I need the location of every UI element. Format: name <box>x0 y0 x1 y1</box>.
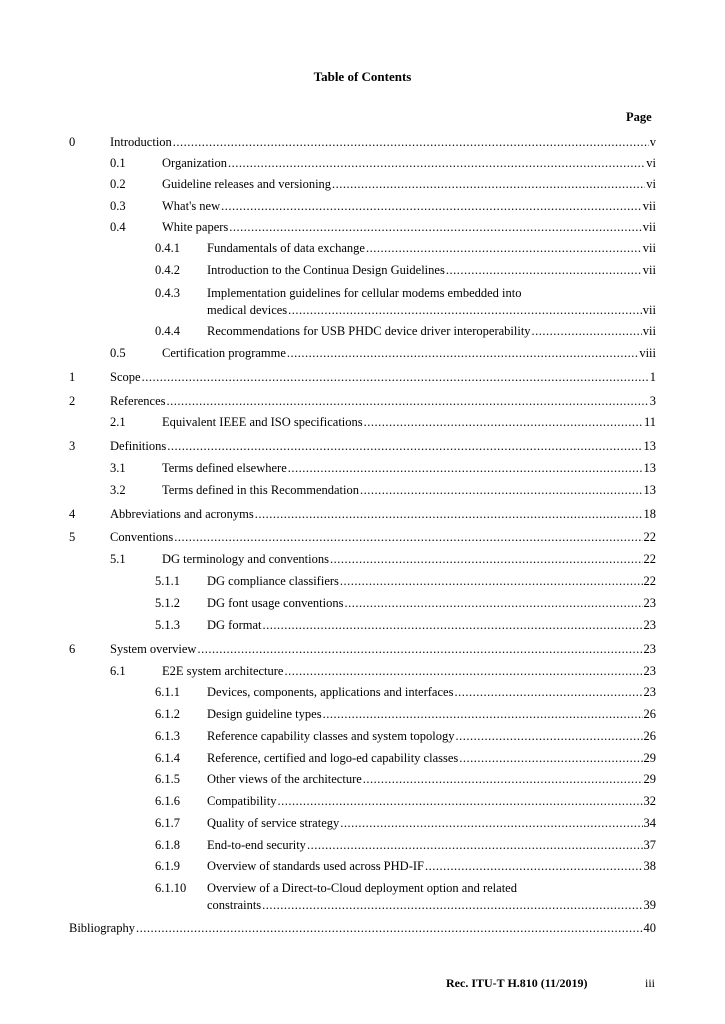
footer-page-number: iii <box>645 976 656 990</box>
toc-entry-page: vii <box>642 324 656 338</box>
toc-entry-title: References <box>110 394 166 408</box>
toc-entry-number: 0.4.3 <box>155 286 180 300</box>
toc-entry-number: 0.4.2 <box>155 263 180 277</box>
toc-entry-title: What's new <box>162 199 221 213</box>
toc-entry-number: 3 <box>69 439 76 453</box>
toc-entry-page: 23 <box>643 642 656 656</box>
toc-entry-title: DG format <box>207 618 262 632</box>
toc-entry-title: Introduction <box>110 135 172 149</box>
toc-entry-title: Recommendations for USB PHDC device driver interoperability <box>207 324 531 338</box>
toc-entry-page: 29 <box>643 772 656 786</box>
toc-entry-number: 2.1 <box>110 415 126 429</box>
toc-entry-title: Organization <box>162 156 228 170</box>
toc-entry-page: 3 <box>649 394 656 408</box>
toc-entry-page: 11 <box>643 415 656 429</box>
toc-entry-number: 0.4.1 <box>155 241 180 255</box>
toc-entry-number: 6.1.4 <box>155 751 180 765</box>
toc-entry-number: 6 <box>69 642 76 656</box>
toc-entry-page: 32 <box>643 794 656 808</box>
toc-entry-page: 23 <box>643 685 656 699</box>
toc-entry-page: 23 <box>643 618 656 632</box>
toc-entry-title: Conventions <box>110 530 174 544</box>
toc-entry-title: Fundamentals of data exchange <box>207 241 365 255</box>
toc-entry-number: 0.4.4 <box>155 324 180 338</box>
toc-entry-title: Certification programme <box>162 346 286 360</box>
toc-entry-number: 4 <box>69 507 76 521</box>
toc-entry-page: 26 <box>643 707 656 721</box>
toc-entry-page: vi <box>646 177 656 191</box>
toc-entry-title-line1: Overview of a Direct-to-Cloud deployment option and related <box>207 881 517 895</box>
toc-entry-page: 18 <box>643 507 656 521</box>
toc-entry-page: 13 <box>643 483 656 497</box>
toc-entry-title: E2E system architecture <box>162 664 284 678</box>
toc-entry-page: vii <box>642 241 656 255</box>
toc-entry-number: 0.3 <box>110 199 126 213</box>
toc-entry-number: 5.1.2 <box>155 596 180 610</box>
toc-entry-page: vi <box>646 156 656 170</box>
toc-entry-number: 6.1 <box>110 664 126 678</box>
toc-entry-number: 0.2 <box>110 177 126 191</box>
toc-entry-page: vii <box>642 263 656 277</box>
toc-entry-number: 6.1.2 <box>155 707 180 721</box>
toc-entry-number: 5.1 <box>110 552 126 566</box>
toc-entry-title: medical devices <box>207 303 288 317</box>
toc-entry-title: Terms defined elsewhere <box>162 461 287 475</box>
toc-entry-title: Abbreviations and acronyms <box>110 507 254 521</box>
toc-entry-title-line1: Implementation guidelines for cellular modems embedded into <box>207 286 522 300</box>
toc-entry-page: 22 <box>643 574 656 588</box>
toc-entry-page: 13 <box>643 461 656 475</box>
toc-entry-title: Bibliography <box>69 921 135 935</box>
toc-entry-page: 40 <box>643 921 656 935</box>
toc-entry-page: vii <box>642 220 656 234</box>
toc-entry-number: 0.5 <box>110 346 126 360</box>
toc-entry-number: 5.1.3 <box>155 618 180 632</box>
toc-entry-title: DG font usage conventions <box>207 596 344 610</box>
toc-entry-number: 0 <box>69 135 76 149</box>
toc-entry-title: DG terminology and conventions <box>162 552 329 566</box>
toc-entry-number: 3.2 <box>110 483 126 497</box>
footer-recommendation: Rec. ITU-T H.810 (11/2019) <box>446 976 588 990</box>
toc-entry-page: 1 <box>649 370 656 384</box>
toc-entry-title: Devices, components, applications and interfaces <box>207 685 454 699</box>
toc-entry-number: 5.1.1 <box>155 574 180 588</box>
toc-entry-title: Introduction to the Continua Design Guidelines <box>207 263 445 277</box>
toc-entry-number: 6.1.7 <box>155 816 180 830</box>
toc-entry-page: 22 <box>643 530 656 544</box>
toc-entry-title: End-to-end security <box>207 838 306 852</box>
toc-entry-title: Reference capability classes and system topology <box>207 729 455 743</box>
toc-entry-number: 2 <box>69 394 76 408</box>
toc-entry-title: constraints <box>207 898 262 912</box>
toc-entry-title: DG compliance classifiers <box>207 574 339 588</box>
toc-entry-page: viii <box>639 346 656 360</box>
toc-entry-page: 29 <box>643 751 656 765</box>
toc-entry-page: 38 <box>643 859 656 873</box>
toc-entry-title: Overview of standards used across PHD-IF <box>207 859 424 873</box>
toc-entry-number: 0.1 <box>110 156 126 170</box>
toc-entry-number: 6.1.5 <box>155 772 180 786</box>
toc-entry-title: Scope <box>110 370 141 384</box>
toc-entry-page: 22 <box>643 552 656 566</box>
toc-entry-number: 6.1.3 <box>155 729 180 743</box>
toc-entry-title: Reference, certified and logo-ed capability classes <box>207 751 459 765</box>
toc-entry-title: Guideline releases and versioning <box>162 177 332 191</box>
toc-entry-title: Design guideline types <box>207 707 322 721</box>
toc-entry-page: 39 <box>643 898 656 912</box>
toc-entry-number: 6.1.6 <box>155 794 180 808</box>
toc-entry-page: 13 <box>643 439 656 453</box>
toc-entry-page: v <box>649 135 656 149</box>
toc-entry-page: vii <box>642 199 656 213</box>
toc-entry-title: Compatibility <box>207 794 277 808</box>
toc-entry-title: Quality of service strategy <box>207 816 340 830</box>
toc-entry-title: White papers <box>162 220 229 234</box>
toc-title: Table of Contents <box>313 69 412 84</box>
toc-entry-number: 6.1.10 <box>155 881 187 895</box>
toc-entry-page: 23 <box>643 596 656 610</box>
toc-entry-title: Other views of the architecture <box>207 772 362 786</box>
toc-entry-number: 3.1 <box>110 461 126 475</box>
toc-entry-title: Terms defined in this Recommendation <box>162 483 359 497</box>
toc-entry-number: 6.1.8 <box>155 838 180 852</box>
toc-entry[interactable] <box>0 881 725 913</box>
toc-entry-title: System overview <box>110 642 197 656</box>
toc-entry-page: vii <box>642 303 656 317</box>
toc-entry[interactable] <box>0 286 725 318</box>
toc-entry-number: 1 <box>69 370 76 384</box>
toc-entry-page: 26 <box>643 729 656 743</box>
toc-entry-page: 34 <box>643 816 656 830</box>
toc-entry-page: 23 <box>643 664 656 678</box>
page-column-label: Page <box>626 110 652 124</box>
toc-entry-page: 37 <box>643 838 656 852</box>
toc-entry-number: 6.1.1 <box>155 685 180 699</box>
toc-entry-number: 6.1.9 <box>155 859 180 873</box>
toc-entry-number: 0.4 <box>110 220 126 234</box>
toc-entry-title: Equivalent IEEE and ISO specifications <box>162 415 363 429</box>
toc-entry-number: 5 <box>69 530 76 544</box>
toc-entry-title: Definitions <box>110 439 167 453</box>
